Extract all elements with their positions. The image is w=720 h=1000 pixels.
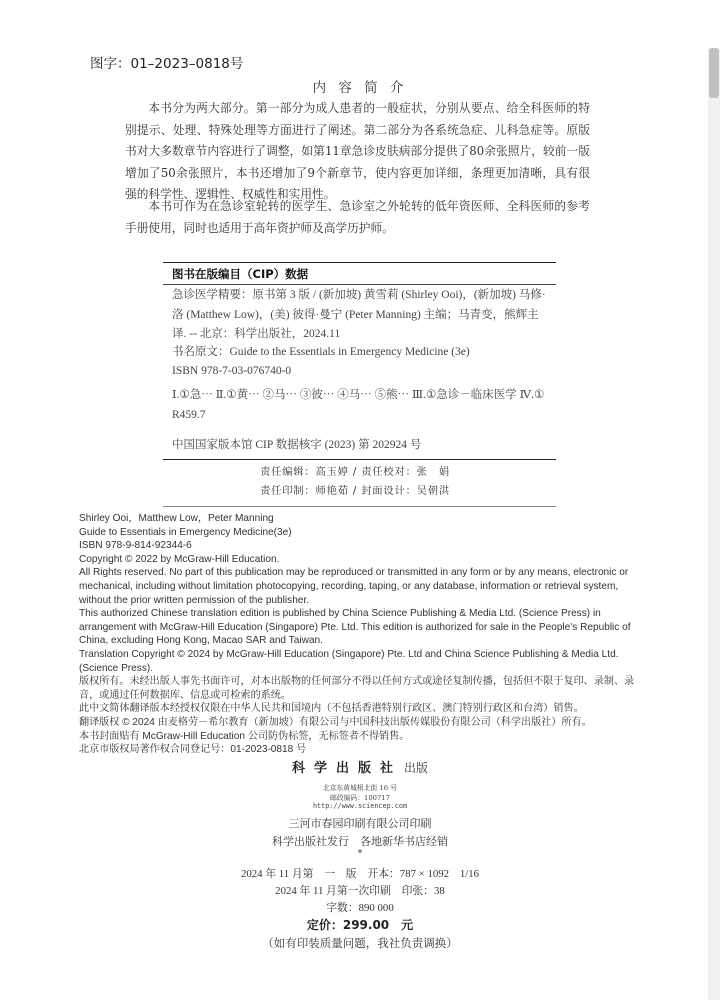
publisher-postcode: 邮政编码：100717 xyxy=(330,794,390,802)
publisher-line xyxy=(0,757,720,776)
scrollbar-track[interactable] xyxy=(708,48,720,1000)
printer-line: 三河市春园印刷有限公司印刷 xyxy=(288,817,432,830)
cip-header: 图书在版编目（CIP）数据 xyxy=(172,267,309,281)
record-number: 图字：01–2023–0818号 xyxy=(90,56,244,72)
scrollbar-thumb[interactable] xyxy=(709,48,719,98)
summary-title: 内 容 简 介 xyxy=(312,80,408,96)
translation-copyright-cn: 翻译版权 © 2024 由麦格劳－希尔教育（新加坡）有限公司与中国科技出版传媒股份有限公司（科学出版社）所有。 xyxy=(79,716,592,728)
summary-paragraph-2: 本书可作为在急诊室轮转的医学生、急诊室之外轮转的低年资医师、全科医师的参考手册使用，同时也适用于高年资护师及高学历护师。 xyxy=(125,199,590,235)
copyright-authors: Shirley Ooi，Matthew Low，Peter Manning xyxy=(79,513,274,524)
copyright-notice xyxy=(79,512,639,757)
translation-copyright-en: Translation Copyright © 2024 by McGraw-Hill Education (Singapore) Pte. Ltd and China Science Publishing & Media Ltd. (Science Press). xyxy=(79,648,619,674)
copyright-original-isbn: ISBN 978-9-814-92344-6 xyxy=(79,540,192,552)
rights-reserved-cn: 版权所有。未经出版人事先书面许可，对本出版物的任何部分不得以任何方式或途径复制传播，包括但不限于复印、录制、录音，或通过任何数据库、信息或可检索的系统。 xyxy=(79,676,635,701)
publisher-name: 科学出版社 xyxy=(291,761,402,776)
rights-reserved-en: All Rights reserved. No part of this publication may be reproduced or transmitted in any form or by any means, electronic or mechanical, including without limitation photocopying, recording, taping, or any database, information or retrieval system, without the prior written permission of the publisher. xyxy=(79,567,629,606)
word-count-line: 字数：890 000 xyxy=(326,902,394,914)
distributor-line: 科学出版社发行 各地新华书店经销 xyxy=(272,835,448,848)
cip-isbn: ISBN 978-7-03-076740-0 xyxy=(172,365,292,377)
copyright-original-title: Guide to Essentials in Emergency Medicine(3e) xyxy=(79,526,292,538)
authorized-edition-en: This authorized Chinese translation edition is published by China Science Publishing & Media Ltd. (Science Press) in arrangement with McGraw-Hill Education (Singapore) Pte. Ltd. This edition is authorized for sale in the People's Republic of China, excluding Hong Kong, Macao SAR and Taiwan. xyxy=(79,608,631,647)
editor-credits: 责任编辑：高玉婷 / 责任校对：张 娟 xyxy=(260,466,450,478)
publisher-url: http://www.sciencep.com xyxy=(312,802,408,810)
separator-star: * xyxy=(357,849,363,859)
print-design-credits: 责任印制：师艳茹 / 封面设计：吴朝洪 xyxy=(260,485,450,497)
anti-counterfeit-notice: 本书封面贴有 McGraw-Hill Education 公司防伪标签，无标签者不得销售。 xyxy=(79,730,410,742)
quality-note: （如有印装质量问题，我社负责调换） xyxy=(262,936,458,950)
sales-region-cn: 此中文简体翻译版本经授权仅限在中华人民共和国境内（不包括香港特别行政区、澳门特别行政区和台湾）销售。 xyxy=(79,703,584,715)
cip-data-number: 中国国家版本馆 CIP 数据核字 (2023) 第 202924 号 xyxy=(172,439,422,451)
cip-classification: Ⅰ.①急⋯ Ⅱ.①黄⋯ ②马⋯ ③彼⋯ ④马⋯ ⑤熊⋯ Ⅲ.①急诊－临床医学 Ⅳ.① R459.7 xyxy=(172,389,545,421)
copyright-statement: Copyright © 2022 by McGraw-Hill Education. xyxy=(79,553,280,565)
cip-original-title: 书名原文：Guide to the Essentials in Emergency Medicine (3e) xyxy=(172,346,470,358)
cip-header-divider xyxy=(163,284,556,285)
summary-paragraph-1: 本书分为两大部分。第一部分为成人患者的一般症状，分别从要点、给全科医师的特别提示、处理、特殊处理等方面进行了阐述。第二部分为各系统急症、儿科急症等。原版书对大多数章节内容进行了调整，如第11章急诊皮肤病部分提供了80余张照片，较前一版增加了50余张照片，本书还增加了9个新章节，使内容更加详细，条理更加清晰，具有很强的科学性、逻辑性、权威性和实用性。 xyxy=(125,101,590,201)
cip-main-entry: 急诊医学精要：原书第 3 版 / (新加坡) 黄雪莉 (Shirley Ooi)，(新加坡) 马修·洛 (Matthew Low)，(美) 彼得·曼宁 (Peter Manning) 主编；马青变，熊辉主译. -- 北京：科学出版社，2024.11 xyxy=(172,289,546,340)
printing-sheets-line: 2024 年 11 月第一次印刷 印张：38 xyxy=(275,885,445,897)
credits-divider xyxy=(163,506,556,507)
publisher-suffix: 出版 xyxy=(404,761,429,775)
publisher-address: 北京东黄城根北街 16 号 xyxy=(322,784,398,792)
price-line: 定价：299.00 元 xyxy=(306,918,414,932)
edition-format-line: 2024 年 11 月第 一 版 开本：787 × 1092 1/16 xyxy=(240,868,480,880)
copyright-registration: 北京市版权局著作权合同登记号：01-2023-0818 号 xyxy=(79,744,307,756)
